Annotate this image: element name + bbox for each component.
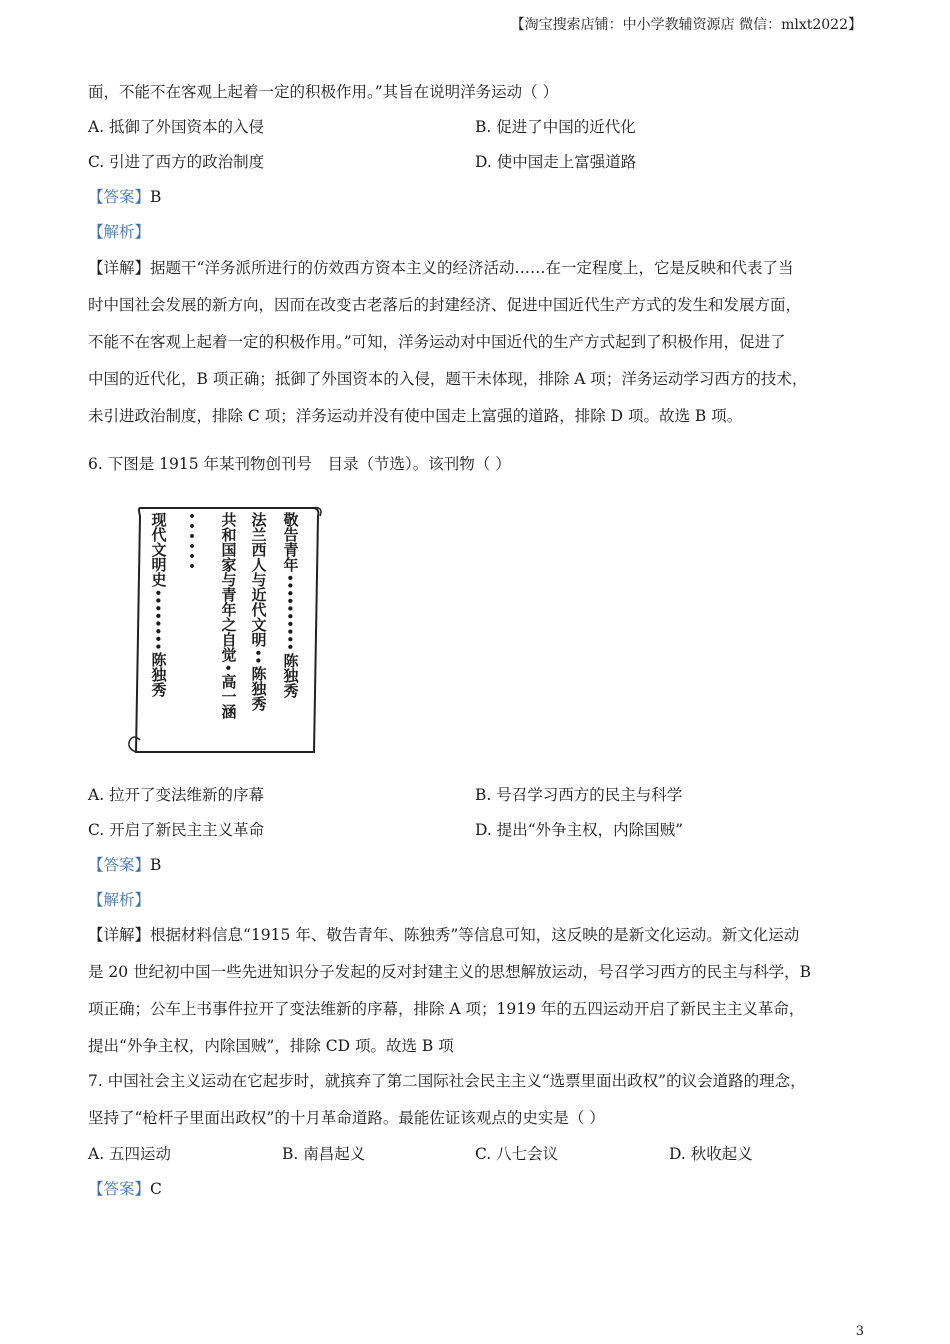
q5-option-d: D. 使中国走上富强道路 [475,153,637,171]
leader-dots: •••••••• [151,589,165,651]
q5-stem-tail: 面，不能不在客观上起着一定的积极作用。”其旨在说明洋务运动（ ） [88,83,559,101]
toc-title: 敬告青年 [281,512,300,572]
analysis-tag: 【解析】 [88,223,151,241]
q5-detail-line-4: 中国的近代化，B 项正确；抵御了外国资本的入侵，题干未体现，排除 A 项；洋务运动学习西方的技术， [88,370,808,388]
analysis-tag: 【解析】 [88,891,151,909]
answer-value: C [150,1180,162,1198]
toc-entry-2 [248,512,268,711]
toc-title: 共和国家与青年之自觉 [219,512,238,662]
toc-ellipsis [182,512,202,572]
page-number: 3 [855,1324,864,1339]
q6-detail-line-3: 项正确；公车上书事件拉开了变法维新的序幕，排除 A 项；1919 年的五四运动开启了新民主主义革命， [88,1000,805,1018]
leader-dots: • • • • • • [188,510,196,573]
q6-option-c: C. 开启了新民主主义革命 [88,821,265,839]
leader-dots: •••••••••• [283,574,297,651]
detail-tag: 【详解】 [88,259,151,277]
answer-value: B [150,856,162,874]
toc-title: 现代文明史 [149,512,168,587]
answer-tag: 【答案】 [88,1180,151,1198]
q7-stem-line-2: 坚持了“枪杆子里面出政权”的十月革命道路。最能佐证该观点的史实是（ ） [88,1109,605,1127]
q5-detail-line-3: 不能不在客观上起着一定的积极作用。”可知，洋务运动对中国近代的生产方式起到了积极作用，促进了 [88,333,786,351]
answer-tag: 【答案】 [88,856,151,874]
q7-option-c: C. 八七会议 [475,1145,559,1163]
q5-analysis-tag [88,222,150,242]
toc-author: 高一涵 [219,673,238,719]
q7-option-a: A. 五四运动 [88,1145,172,1163]
q5-option-c: C. 引进了西方的政治制度 [88,153,265,171]
q6-option-b: B. 号召学习西方的民主与科学 [475,786,683,804]
answer-tag: 【答案】 [88,188,151,206]
q6-detail-line-1 [88,925,799,945]
q7-option-d: D. 秋收起义 [669,1145,753,1163]
toc-title: 法兰西人与近代文明 [249,512,268,647]
detail-text: 据题干“洋务派所进行的仿效西方资本主义的经济活动……在一定程度上，它是反映和代表了当 [150,259,794,277]
magazine-contents-figure [126,502,322,760]
q6-option-d: D. 提出“外争主权，内除国贼” [475,821,684,839]
q5-option-a: A. 抵御了外国资本的入侵 [88,118,265,136]
q7-stem-line-1: 7. 中国社会主义运动在它起步时，就摈弃了第二国际社会民主主义“选票里面出政权”的议会道路的理念， [88,1072,806,1090]
toc-entry-1 [280,512,300,698]
q5-detail-line-5: 未引进政治制度，排除 C 项；洋务运动并没有使中国走上富强的道路，排除 D 项。故选 B 项。 [88,407,743,425]
q6-detail-line-4: 提出“外争主权，内除国贼”，排除 CD 项。故选 B 项 [88,1037,454,1055]
leader-dots: • [221,664,235,672]
q6-stem: 6. 下图是 1915 年某刊物创刊号 目录（节选）。该刊物（ ） [88,455,511,473]
q5-detail-line-1 [88,258,793,278]
toc-entry-5 [148,512,168,697]
q7-answer [88,1179,162,1199]
q6-analysis-tag [88,890,150,910]
q7-option-b: B. 南昌起义 [282,1145,366,1163]
answer-value: B [150,188,162,206]
leader-dots: •• [251,649,265,665]
toc-author: 陈独秀 [281,652,300,698]
q5-answer [88,187,161,207]
toc-author: 陈独秀 [149,652,168,698]
q6-option-a: A. 拉开了变法维新的序幕 [88,786,265,804]
q5-option-b: B. 促进了中国的近代化 [475,118,636,136]
q5-detail-line-2: 时中国社会发展的新方向，因而在改变古老落后的封建经济、促进中国近代生产方式的发生和发展方面， [88,296,802,314]
page-header: 【淘宝搜索店铺：中小学教辅资源店 微信：mlxt2022】 [510,17,862,33]
toc-entry-3 [218,512,238,719]
q6-answer [88,855,161,875]
toc-author: 陈独秀 [249,666,268,712]
detail-text: 根据材料信息“1915 年、敬告青年、陈独秀”等信息可知，这反映的是新文化运动。新文化运动 [150,926,800,944]
q6-detail-line-2: 是 20 世纪初中国一些先进知识分子发起的反对封建主义的思想解放运动，号召学习西方的民主与科学，B [88,963,811,981]
detail-tag: 【详解】 [88,926,151,944]
